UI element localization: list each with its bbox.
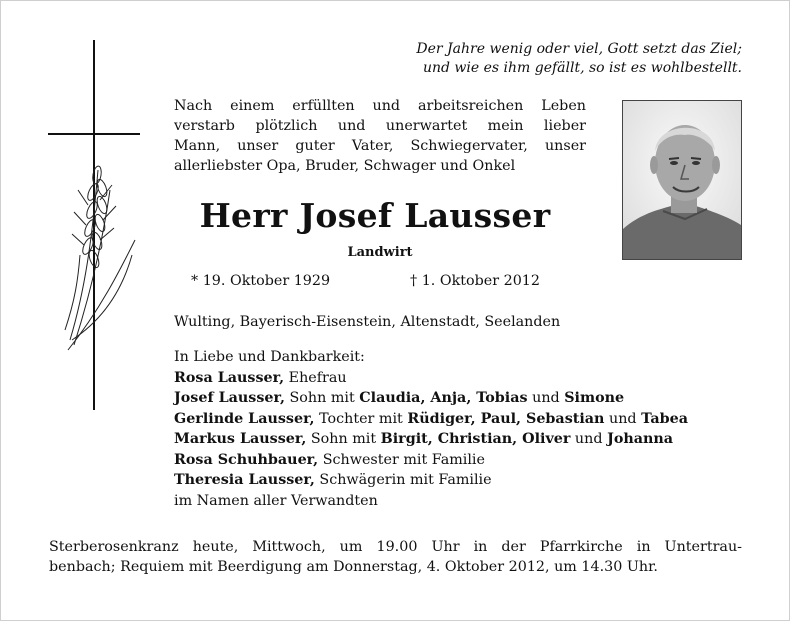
mourner-relation: Schwägerin mit Familie (314, 472, 492, 488)
mourner-name: Markus Lausser, (174, 431, 307, 447)
intro-line-1: Nach einem erfüllten und arbeitsreichen Leben (174, 98, 586, 114)
deceased-occupation: Landwirt (347, 245, 413, 260)
service-info (49, 537, 742, 577)
mourners-closing: im Namen aller Verwandten (174, 492, 378, 509)
cross-with-wheat-icon (40, 40, 150, 410)
death-date: † 1. Oktober 2012 (410, 273, 540, 289)
mourners-heading: In Liebe und Dankbarkeit: (174, 349, 365, 365)
deceased-name: Herr Josef Lausser (199, 196, 551, 235)
service-info-line-1: Sterberosenkranz heute, Mittwoch, um 19.00 Uhr in der Pfarrkirche in Untertrau- (49, 539, 742, 555)
mourner-child-spouse: Johanna (607, 431, 674, 447)
mourner-name: Theresia Lausser, (174, 472, 315, 488)
intro-text (174, 96, 586, 176)
mourner-relation: Sohn mit (284, 390, 360, 406)
mourner-row (174, 388, 688, 409)
mourner-child-spouse: Simone (564, 390, 625, 406)
mourner-row (174, 450, 688, 471)
motto-line-2: und wie es ihm gefällt, so ist es wohlbestellt. (422, 60, 742, 76)
mourner-children: Rüdiger, Paul, Sebastian (407, 410, 605, 427)
mourner-relation: Sohn mit (306, 431, 381, 447)
intro-line-4: allerliebster Opa, Bruder, Schwager und Onkel (174, 158, 516, 174)
mourner-name: Rosa Lausser, (174, 369, 285, 386)
mourner-name: Rosa Schuhbauer, (174, 451, 319, 468)
mourner-row (174, 409, 688, 430)
mourner-name: Josef Lausser, (174, 390, 285, 406)
service-info-line-2: benbach; Requiem mit Beerdigung am Donnerstag, 4. Oktober 2012, um 14.30 Uhr. (49, 559, 658, 575)
mourner-child-spouse: Tabea (641, 410, 688, 427)
intro-line-3: Mann, unser guter Vater, Schwiegervater, unser (174, 138, 586, 154)
mourner-relation: Ehefrau (284, 369, 347, 386)
places-of-life: Wulting, Bayerisch-Eisenstein, Altenstadt, Seelanden (174, 314, 561, 330)
intro-line-2: verstarb plötzlich und unerwartet mein lieber (174, 118, 586, 134)
mourner-row (174, 368, 688, 389)
mourner-relation: Tochter mit (314, 410, 408, 427)
motto-verse (302, 40, 742, 78)
birth-date: * 19. Oktober 1929 (191, 273, 331, 289)
mourner-relation: Schwester mit Familie (318, 451, 485, 468)
mourner-conjunction: und (527, 390, 565, 406)
motto-line-1: Der Jahre wenig oder viel, Gott setzt das Ziel; (416, 41, 742, 57)
mourner-row (174, 429, 688, 450)
mourners-list (174, 347, 688, 511)
mourner-children: Claudia, Anja, Tobias (359, 390, 528, 406)
mourner-name: Gerlinde Lausser, (174, 410, 315, 427)
mourner-conjunction: und (604, 410, 642, 427)
mourner-conjunction: und (570, 431, 608, 447)
portrait-photo (622, 100, 742, 260)
mourner-row (174, 470, 688, 491)
mourner-children: Birgit, Christian, Oliver (380, 431, 571, 447)
